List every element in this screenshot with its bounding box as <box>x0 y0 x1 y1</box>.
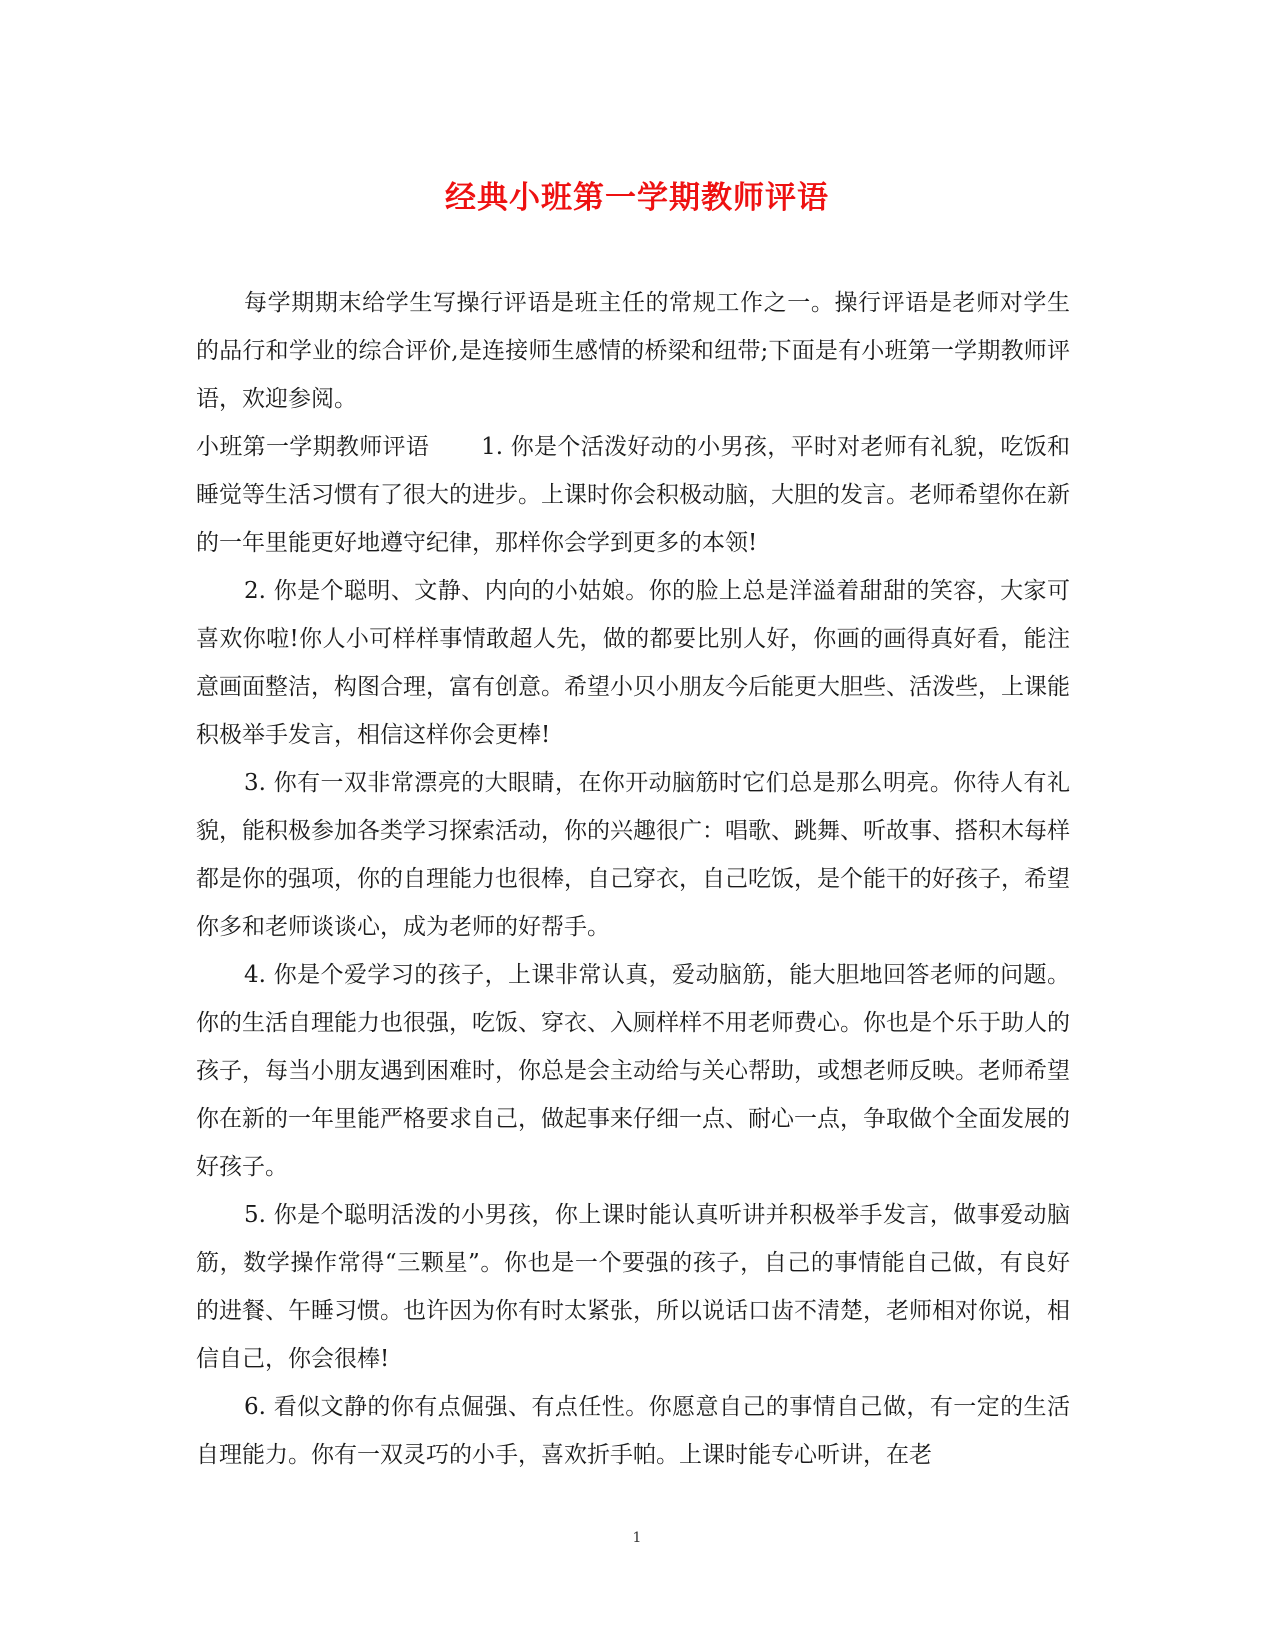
comment-3: 3. 你有一双非常漂亮的大眼睛，在你开动脑筋时它们总是那么明亮。你待人有礼貌，能积极参加各类学习探索活动，你的兴趣很广：唱歌、跳舞、听故事、搭积木每样都是你的强项，你的自理能力也很棒，自己穿衣，自己吃饭，是个能干的好孩子，希望你多和老师谈谈心，成为老师的好帮手。 <box>196 770 1070 940</box>
page-title: 经典小班第一学期教师评语 <box>445 180 829 216</box>
section-paragraph-1 <box>196 423 1070 567</box>
comment-6: 6. 看似文静的你有点倔强、有点任性。你愿意自己的事情自己做，有一定的生活自理能力。你有一双灵巧的小手，喜欢折手帕。上课时能专心听讲，在老 <box>196 1394 1070 1468</box>
comment-5: 5. 你是个聪明活泼的小男孩，你上课时能认真听讲并积极举手发言，做事爱动脑筋，数学操作常得“三颗星”。你也是一个要强的孩子，自己的事情能自己做，有良好的进餐、午睡习惯。也许因为你有时太紧张，所以说话口齿不清楚，老师相对你说，相信自己，你会很棒! <box>196 1202 1070 1372</box>
document-body <box>196 279 1070 1479</box>
page-number: 1 <box>632 1530 642 1546</box>
comment-2: 2. 你是个聪明、文静、内向的小姑娘。你的脸上总是洋溢着甜甜的笑容，大家可喜欢你啦!你人小可样样事情敢超人先，做的都要比别人好，你画的画得真好看，能注意画面整洁，构图合理，富有创意。希望小贝小朋友今后能更大胆些、活泼些，上课能积极举手发言，相信这样你会更棒! <box>196 578 1070 748</box>
comment-1: 1. 你是个活泼好动的小男孩，平时对老师有礼貌，吃饭和睡觉等生活习惯有了很大的进步。上课时你会积极动脑，大胆的发言。老师希望你在新的一年里能更好地遵守纪律，那样你会学到更多的本领! <box>196 434 1071 556</box>
intro-paragraph: 每学期期末给学生写操行评语是班主任的常规工作之一。操行评语是老师对学生的品行和学业的综合评价,是连接师生感情的桥梁和纽带;下面是有小班第一学期教师评语，欢迎参阅。 <box>196 290 1070 412</box>
comment-4: 4. 你是个爱学习的孩子，上课非常认真，爱动脑筋，能大胆地回答老师的问题。你的生活自理能力也很强，吃饭、穿衣、入厕样样不用老师费心。你也是个乐于助人的孩子，每当小朋友遇到困难时，你总是会主动给与关心帮助，或想老师反映。老师希望你在新的一年里能严格要求自己，做起事来仔细一点、耐心一点，争取做个全面发展的好孩子。 <box>196 962 1070 1180</box>
section-heading: 小班第一学期教师评语 <box>196 434 430 460</box>
